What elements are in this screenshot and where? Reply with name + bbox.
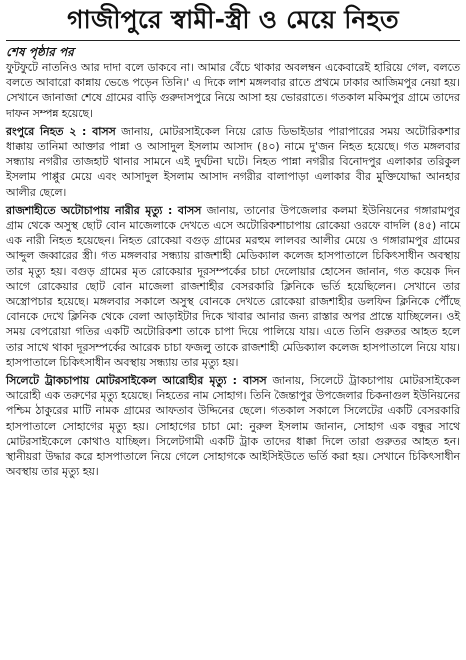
section-sylhet: [6, 373, 460, 479]
section-rangpur: [6, 124, 460, 200]
section-paragraph: [6, 124, 460, 200]
section-body: জানায়, সিলেটে ট্রাকচাপায় মোটরসাইকেল আরোহী এক তরুণের মৃত্যু হয়েছে। নিহতের নাম সোহাগ। তিনি জৈন্তাপুর উপজেলার চিকনাগুল ইউনিয়নের পশ্চিম ঠাকুরের মাটি নামক গ্রামের আফতাব উদ্দিনের ছেলে। গতকাল সকালে সিলেটের একটি বেসরকারি হাসপাতালে সোহাগের মৃত্যু হয়। সোহাগের চাচা মো: নুরুল ইসলাম জানান, সোহাগ এক বন্ধুর সাথে মোটরসাইকেলে কোথাও যাচ্ছিল। সিলেটগামী একটি ট্রাক তাদের ধাক্কা দিলে তারা গুরুতর আহত হন। স্থানীয়রা উদ্ধার করে হাসপাতালে নিয়ে গেলে সোহাগকে আইসিইউতে ভর্তি করা হয়। সেখানে চিকিৎসাধীন অবস্থায় তার মৃত্যু হয়।: [6, 374, 460, 479]
section-paragraph: [6, 203, 460, 370]
intro-paragraph: ফুটফুটে নাতনিও আর দাদা বলে ডাকবে না। আমার বেঁচে থাকার অবলম্বন একেবারেই হারিয়ে গেল, বলতে বলতে আবারো কান্নায় ভেঙে পড়েন তিনি।' এ দিকে লাশ মঙ্গলবার রাতে প্রথমে ঢাকার আজিমপুর নেয়া হয়। সেখানে জানাজা শেষে গ্রামের বাড়ি গুরুদাসপুরে নিয়ে আসা হয় ভোররাতে। গতকাল মকিমপুর গ্রামে তাদের দাফন সম্পন্ন হয়েছে।: [6, 61, 460, 120]
continuation-block: [6, 44, 460, 121]
headline-divider: [6, 40, 460, 41]
section-lead: রাজশাহীতে অটোচাপায় নারীর মৃত্যু : বাসস: [6, 203, 202, 217]
continued-label: শেষ পৃষ্ঠার পর: [6, 45, 74, 59]
section-lead: সিলেটে ট্রাকচাপায় মোটরসাইকেল আরোহীর মৃত্যু : বাসস: [6, 374, 267, 388]
section-lead: রংপুরে নিহত ২ : বাসস: [6, 124, 116, 138]
section-body: জানায়, তানোর উপজেলার কলমা ইউনিয়নের গঙ্গারামপুর গ্রাম থেকে অসুস্থ ছোট বোন মাজেলাকে দেখতে এসে অটোরিকশাচাপায় রোকেয়া ওরফে বাদলি (৪৫) নামে এক নারী নিহত হয়েছেন। নিহত রোকেয়া বগুড় গ্রামের মরহুম লালবর আলীর মেয়ে ও গঙ্গারামপুর গ্রামের আব্দুল জব্বারের স্ত্রী। গত মঙ্গলবার সন্ধ্যায় রাজশাহী মেডিক্যাল কলেজ হাসপাতালে চিকিৎসাধীন অবস্থায় তার মৃত্যু হয়। বগুড় গ্রামের মৃত রোকেয়ার দূরসম্পর্কের চাচা দেলোয়ার হোসেন জানান, গত কয়েক দিন আগে রোকেয়ার ছোট বোন মাজেলা রাজশাহীর বেসরকারি ক্লিনিকে ভর্তি হয়েছিলেন। সেখানে তার অস্ত্রোপচার হয়েছে। মঙ্গলবার সকালে অসুস্থ বোনকে দেখতে রোকেয়া রাজশাহীর ডলফিন ক্লিনিকে পৌঁছে বোনকে দেখে ক্লিনিক থেকে বেলা আড়াইটার দিকে খাবার আনার জন্য রাস্তার অপর প্রান্তে যাচ্ছিলেন। ওই সময় বেপরোয়া গতির একটি অটোরিকশা তাকে চাপা দিয়ে পালিয়ে যায়। এতে তিনি গুরুতর আহত হলে তার সাথে থাকা দূরসম্পর্কের আরেক চাচা ফজলু তাকে রাজশাহী মেডিক্যাল কলেজ হাসপাতালে নিয়ে যায়। হাসপাতালে চিকিৎসাধীন অবস্থায় সন্ধ্যায় তার মৃত্যু হয়।: [6, 203, 461, 369]
section-paragraph: [6, 373, 460, 479]
section-rajshahi: [6, 203, 460, 370]
headline: গাজীপুরে স্বামী-স্ত্রী ও মেয়ে নিহত: [67, 5, 399, 34]
section-body: জানায়, মোটরসাইকেল নিয়ে রোড ডিভাইডার পারাপারের সময় অটোরিকশার ধাক্কায় তানিমা আক্তার পান্না ও আসাদুল ইসলাম আসাদ (৪০) নামে দু'জন নিহত হয়েছে। গত মঙ্গলবার সন্ধ্যায় নগরীর তাজহাট থানার সামনে এই দুর্ঘটনা ঘটে। নিহত পান্না নগরীর বিনোদপুর এলাকার তরিকুল ইসলাম পাপ্পুর মেয়ে এবং আসাদুল ইসলাম আসাদ নগরীর বালাপাড়া এলাকার বীর মুক্তিযোদ্ধা আনহার আলীর ছেলে।: [6, 124, 461, 199]
